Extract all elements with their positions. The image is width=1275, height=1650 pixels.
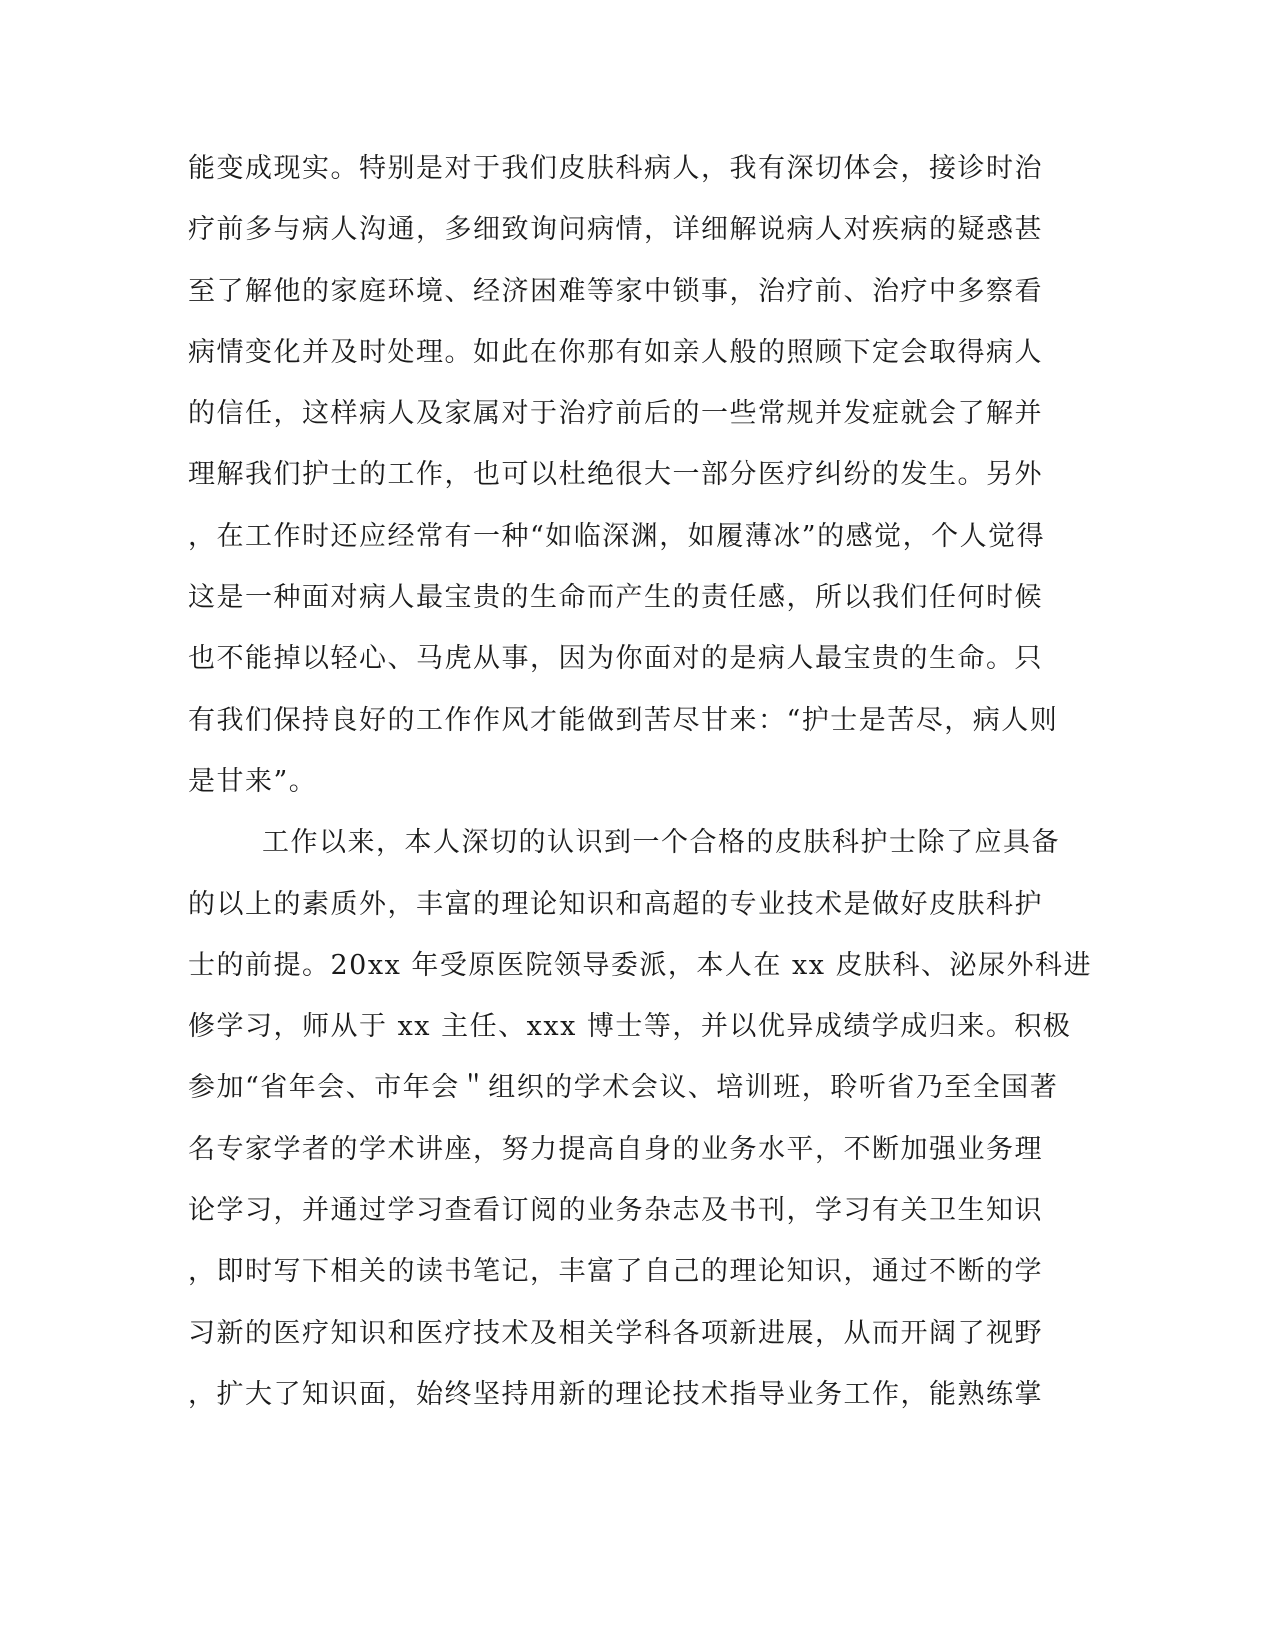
text-line: 这是一种面对病人最宝贵的生命而产生的责任感，所以我们任何时候 bbox=[188, 582, 1043, 614]
text-line: 能变成现实。特别是对于我们皮肤科病人，我有深切体会，接诊时治 bbox=[188, 153, 1043, 184]
text-line: 疗前多与病人沟通，多细致询问病情，详细解说病人对疾病的疑惑甚 bbox=[188, 214, 1043, 246]
text-line: 的以上的素质外，丰富的理论知识和高超的专业技术是做好皮肤科护 bbox=[188, 888, 1043, 920]
body-text bbox=[188, 138, 1093, 1425]
text-line: ，扩大了知识面，始终坚持用新的理论技术指导业务工作，能熟练掌 bbox=[188, 1378, 1043, 1410]
text-line: 习新的医疗知识和医疗技术及相关学科各项新进展，从而开阔了视野 bbox=[188, 1317, 1043, 1349]
text-line: 也不能掉以轻心、马虎从事，因为你面对的是病人最宝贵的生命。只 bbox=[188, 643, 1043, 675]
text-line: ，在工作时还应经常有一种“如临深渊，如履薄冰”的感觉，个人觉得 bbox=[188, 520, 1046, 552]
text-line: 士的前提。20xx 年受原医院领导委派，本人在 xx 皮肤科、泌尿外科进 bbox=[188, 949, 1093, 981]
text-line: 病情变化并及时处理。如此在你那有如亲人般的照顾下定会取得病人 bbox=[188, 336, 1043, 368]
text-line: 有我们保持良好的工作作风才能做到苦尽甘来：“护士是苦尽，病人则 bbox=[188, 704, 1059, 736]
text-line: 修学习，师从于 xx 主任、xxx 博士等，并以优异成绩学成归来。积极 bbox=[188, 1011, 1072, 1043]
text-line: 至了解他的家庭环境、经济困难等家中锁事，治疗前、治疗中多察看 bbox=[188, 275, 1043, 307]
text-line: 名专家学者的学术讲座，努力提高自身的业务水平，不断加强业务理 bbox=[188, 1133, 1043, 1165]
paragraph-first-line: 工作以来，本人深切的认识到一个合格的皮肤科护士除了应具备 bbox=[262, 827, 1060, 859]
text-line: ，即时写下相关的读书笔记，丰富了自己的理论知识，通过不断的学 bbox=[188, 1256, 1043, 1288]
text-line: 是甘来”。 bbox=[188, 765, 318, 797]
text-line: 参加“省年会、市年会＂组织的学术会议、培训班，聆听省乃至全国著 bbox=[188, 1072, 1059, 1104]
text-line: 理解我们护士的工作，也可以杜绝很大一部分医疗纠纷的发生。另外 bbox=[188, 459, 1043, 491]
text-line: 的信任，这样病人及家属对于治疗前后的一些常规并发症就会了解并 bbox=[188, 398, 1043, 430]
text-line: 论学习，并通过学习查看订阅的业务杂志及书刊，学习有关卫生知识 bbox=[188, 1195, 1043, 1227]
